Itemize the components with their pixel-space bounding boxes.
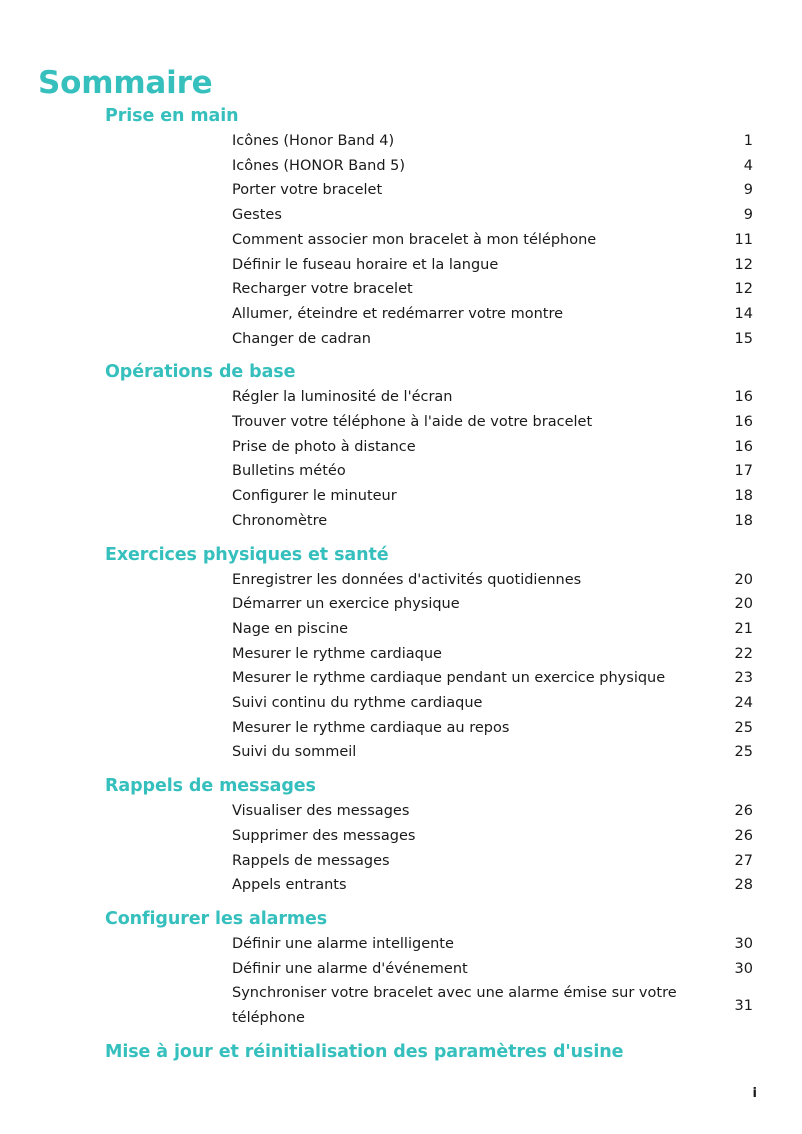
toc-entry-list <box>0 799 802 898</box>
toc-entry[interactable] <box>0 716 802 741</box>
toc-entry[interactable] <box>0 824 802 849</box>
toc-entry-title: Bulletins météo <box>232 463 346 480</box>
toc-entry[interactable] <box>0 154 802 179</box>
toc-entry[interactable] <box>0 981 802 1030</box>
toc-section-heading[interactable]: Prise en main <box>105 106 239 126</box>
toc-entry-page-number: 12 <box>734 256 753 273</box>
toc-entry-page-number: 30 <box>734 935 753 952</box>
toc-entry-title: Icônes (HONOR Band 5) <box>232 157 406 174</box>
toc-entry-title: Régler la luminosité de l'écran <box>232 389 453 406</box>
toc-section <box>0 360 802 533</box>
toc-section <box>0 104 802 351</box>
toc-entry-page-number: 25 <box>734 719 753 736</box>
toc-section-heading[interactable]: Opérations de base <box>105 362 296 383</box>
toc-entry[interactable] <box>0 642 802 667</box>
toc-section <box>0 543 802 766</box>
toc-entry[interactable] <box>0 799 802 824</box>
toc-entry-page-number: 18 <box>734 512 753 529</box>
toc-entry-title: Rappels de messages <box>232 852 390 869</box>
toc-entry[interactable] <box>0 253 802 278</box>
toc-entry-page-number: 31 <box>734 997 753 1014</box>
toc-entry-page-number: 15 <box>734 330 753 347</box>
toc-entry-list <box>0 568 802 766</box>
toc-entry[interactable] <box>0 410 802 435</box>
toc-entry-title: Suivi du sommeil <box>232 744 357 761</box>
toc-entry-title: Chronomètre <box>232 512 328 529</box>
toc-entry[interactable] <box>0 873 802 898</box>
toc-entry-page-number: 14 <box>734 305 753 322</box>
toc-entry[interactable] <box>0 302 802 327</box>
toc-entry-page-number: 21 <box>734 620 753 637</box>
toc-entry-title: Suivi continu du rythme cardiaque <box>232 695 483 712</box>
page-title: Sommaire <box>38 64 213 101</box>
toc-entry[interactable] <box>0 666 802 691</box>
toc-entry-page-number: 22 <box>734 645 753 662</box>
toc-section <box>0 1040 802 1065</box>
toc-entry-page-number: 23 <box>734 670 753 687</box>
toc-entry-title: Démarrer un exercice physique <box>232 596 460 613</box>
toc-entry-title: Prise de photo à distance <box>232 438 416 455</box>
toc-entry-title: Définir une alarme intelligente <box>232 935 454 952</box>
toc-entry[interactable] <box>0 178 802 203</box>
toc-entry[interactable] <box>0 385 802 410</box>
toc-section-heading[interactable]: Configurer les alarmes <box>105 908 328 929</box>
toc-section-heading[interactable]: Rappels de messages <box>105 776 316 797</box>
toc-entry[interactable] <box>0 129 802 154</box>
toc-entry-page-number: 27 <box>734 852 753 869</box>
toc-entry-title: Définir le fuseau horaire et la langue <box>232 256 499 273</box>
toc-entry-page-number: 18 <box>734 488 753 505</box>
toc-entry[interactable] <box>0 484 802 509</box>
toc-entry[interactable] <box>0 740 802 765</box>
toc-entry[interactable] <box>0 509 802 534</box>
toc-entry-title: Visualiser des messages <box>232 803 410 820</box>
toc-entry[interactable] <box>0 327 802 352</box>
toc-entry-title: Changer de cadran <box>232 330 371 347</box>
toc-entry-title: Synchroniser votre bracelet avec une alarme émise sur votre téléphone <box>232 985 677 1027</box>
toc-entry-page-number: 9 <box>743 182 753 199</box>
toc-entry-page-number: 12 <box>734 281 753 298</box>
toc-entry-title: Enregistrer les données d'activités quotidiennes <box>232 571 582 588</box>
toc-entry[interactable] <box>0 691 802 716</box>
toc-entry-page-number: 26 <box>734 803 753 820</box>
toc-entry[interactable] <box>0 592 802 617</box>
toc-entry[interactable] <box>0 849 802 874</box>
toc-entry-page-number: 30 <box>734 960 753 977</box>
page-number-footer: i <box>752 1086 757 1101</box>
toc-entry-list <box>0 129 802 351</box>
toc-section <box>0 774 802 898</box>
toc-entry-title: Porter votre bracelet <box>232 182 383 199</box>
toc-entry[interactable] <box>0 568 802 593</box>
toc-entry-title: Mesurer le rythme cardiaque <box>232 645 442 662</box>
toc-section-heading[interactable]: Mise à jour et réinitialisation des paramètres d'usine <box>105 1041 624 1062</box>
toc-entry-page-number: 16 <box>734 389 753 406</box>
toc-entry-title: Gestes <box>232 207 282 224</box>
toc-entry[interactable] <box>0 228 802 253</box>
toc-entry-page-number: 28 <box>734 877 753 894</box>
toc-section-heading[interactable]: Exercices physiques et santé <box>105 544 389 565</box>
toc-entry-list <box>0 932 802 1031</box>
toc-entry-page-number: 11 <box>734 231 753 248</box>
toc-entry-page-number: 17 <box>734 463 753 480</box>
toc-entry-page-number: 9 <box>743 207 753 224</box>
toc-entry-title: Mesurer le rythme cardiaque pendant un exercice physique <box>232 670 666 687</box>
toc-entry-title: Nage en piscine <box>232 620 349 637</box>
toc-entry[interactable] <box>0 277 802 302</box>
toc-entry-page-number: 20 <box>734 596 753 613</box>
toc-entry-title: Configurer le minuteur <box>232 488 397 505</box>
toc-entry[interactable] <box>0 203 802 228</box>
toc-entry-page-number: 16 <box>734 438 753 455</box>
toc-entry-title: Mesurer le rythme cardiaque au repos <box>232 719 510 736</box>
toc-entry-page-number: 1 <box>743 133 753 149</box>
toc-entry-title: Trouver votre téléphone à l'aide de votre bracelet <box>232 414 593 431</box>
toc-entry[interactable] <box>0 617 802 642</box>
toc-entry-page-number: 16 <box>734 414 753 431</box>
toc-entry-page-number: 24 <box>734 695 753 712</box>
toc-entry[interactable] <box>0 459 802 484</box>
toc-entry-page-number: 26 <box>734 827 753 844</box>
toc-entry-title: Supprimer des messages <box>232 827 416 844</box>
toc-entry-title: Définir une alarme d'événement <box>232 960 468 977</box>
toc-entry-title: Icônes (Honor Band 4) <box>232 133 395 149</box>
toc-entry[interactable] <box>0 957 802 982</box>
toc-entry-title: Allumer, éteindre et redémarrer votre montre <box>232 305 564 322</box>
toc-entry-page-number: 25 <box>734 744 753 761</box>
toc-entry-title: Appels entrants <box>232 877 347 894</box>
toc-entry-title: Recharger votre bracelet <box>232 281 413 298</box>
toc-section <box>0 907 802 1031</box>
toc-entry-title: Comment associer mon bracelet à mon téléphone <box>232 231 597 248</box>
toc-entry-list <box>0 385 802 533</box>
toc-entry[interactable] <box>0 932 802 957</box>
toc-entry-page-number: 20 <box>734 571 753 588</box>
table-of-contents <box>0 104 802 1065</box>
toc-entry-page-number: 4 <box>743 157 753 174</box>
toc-entry[interactable] <box>0 435 802 460</box>
